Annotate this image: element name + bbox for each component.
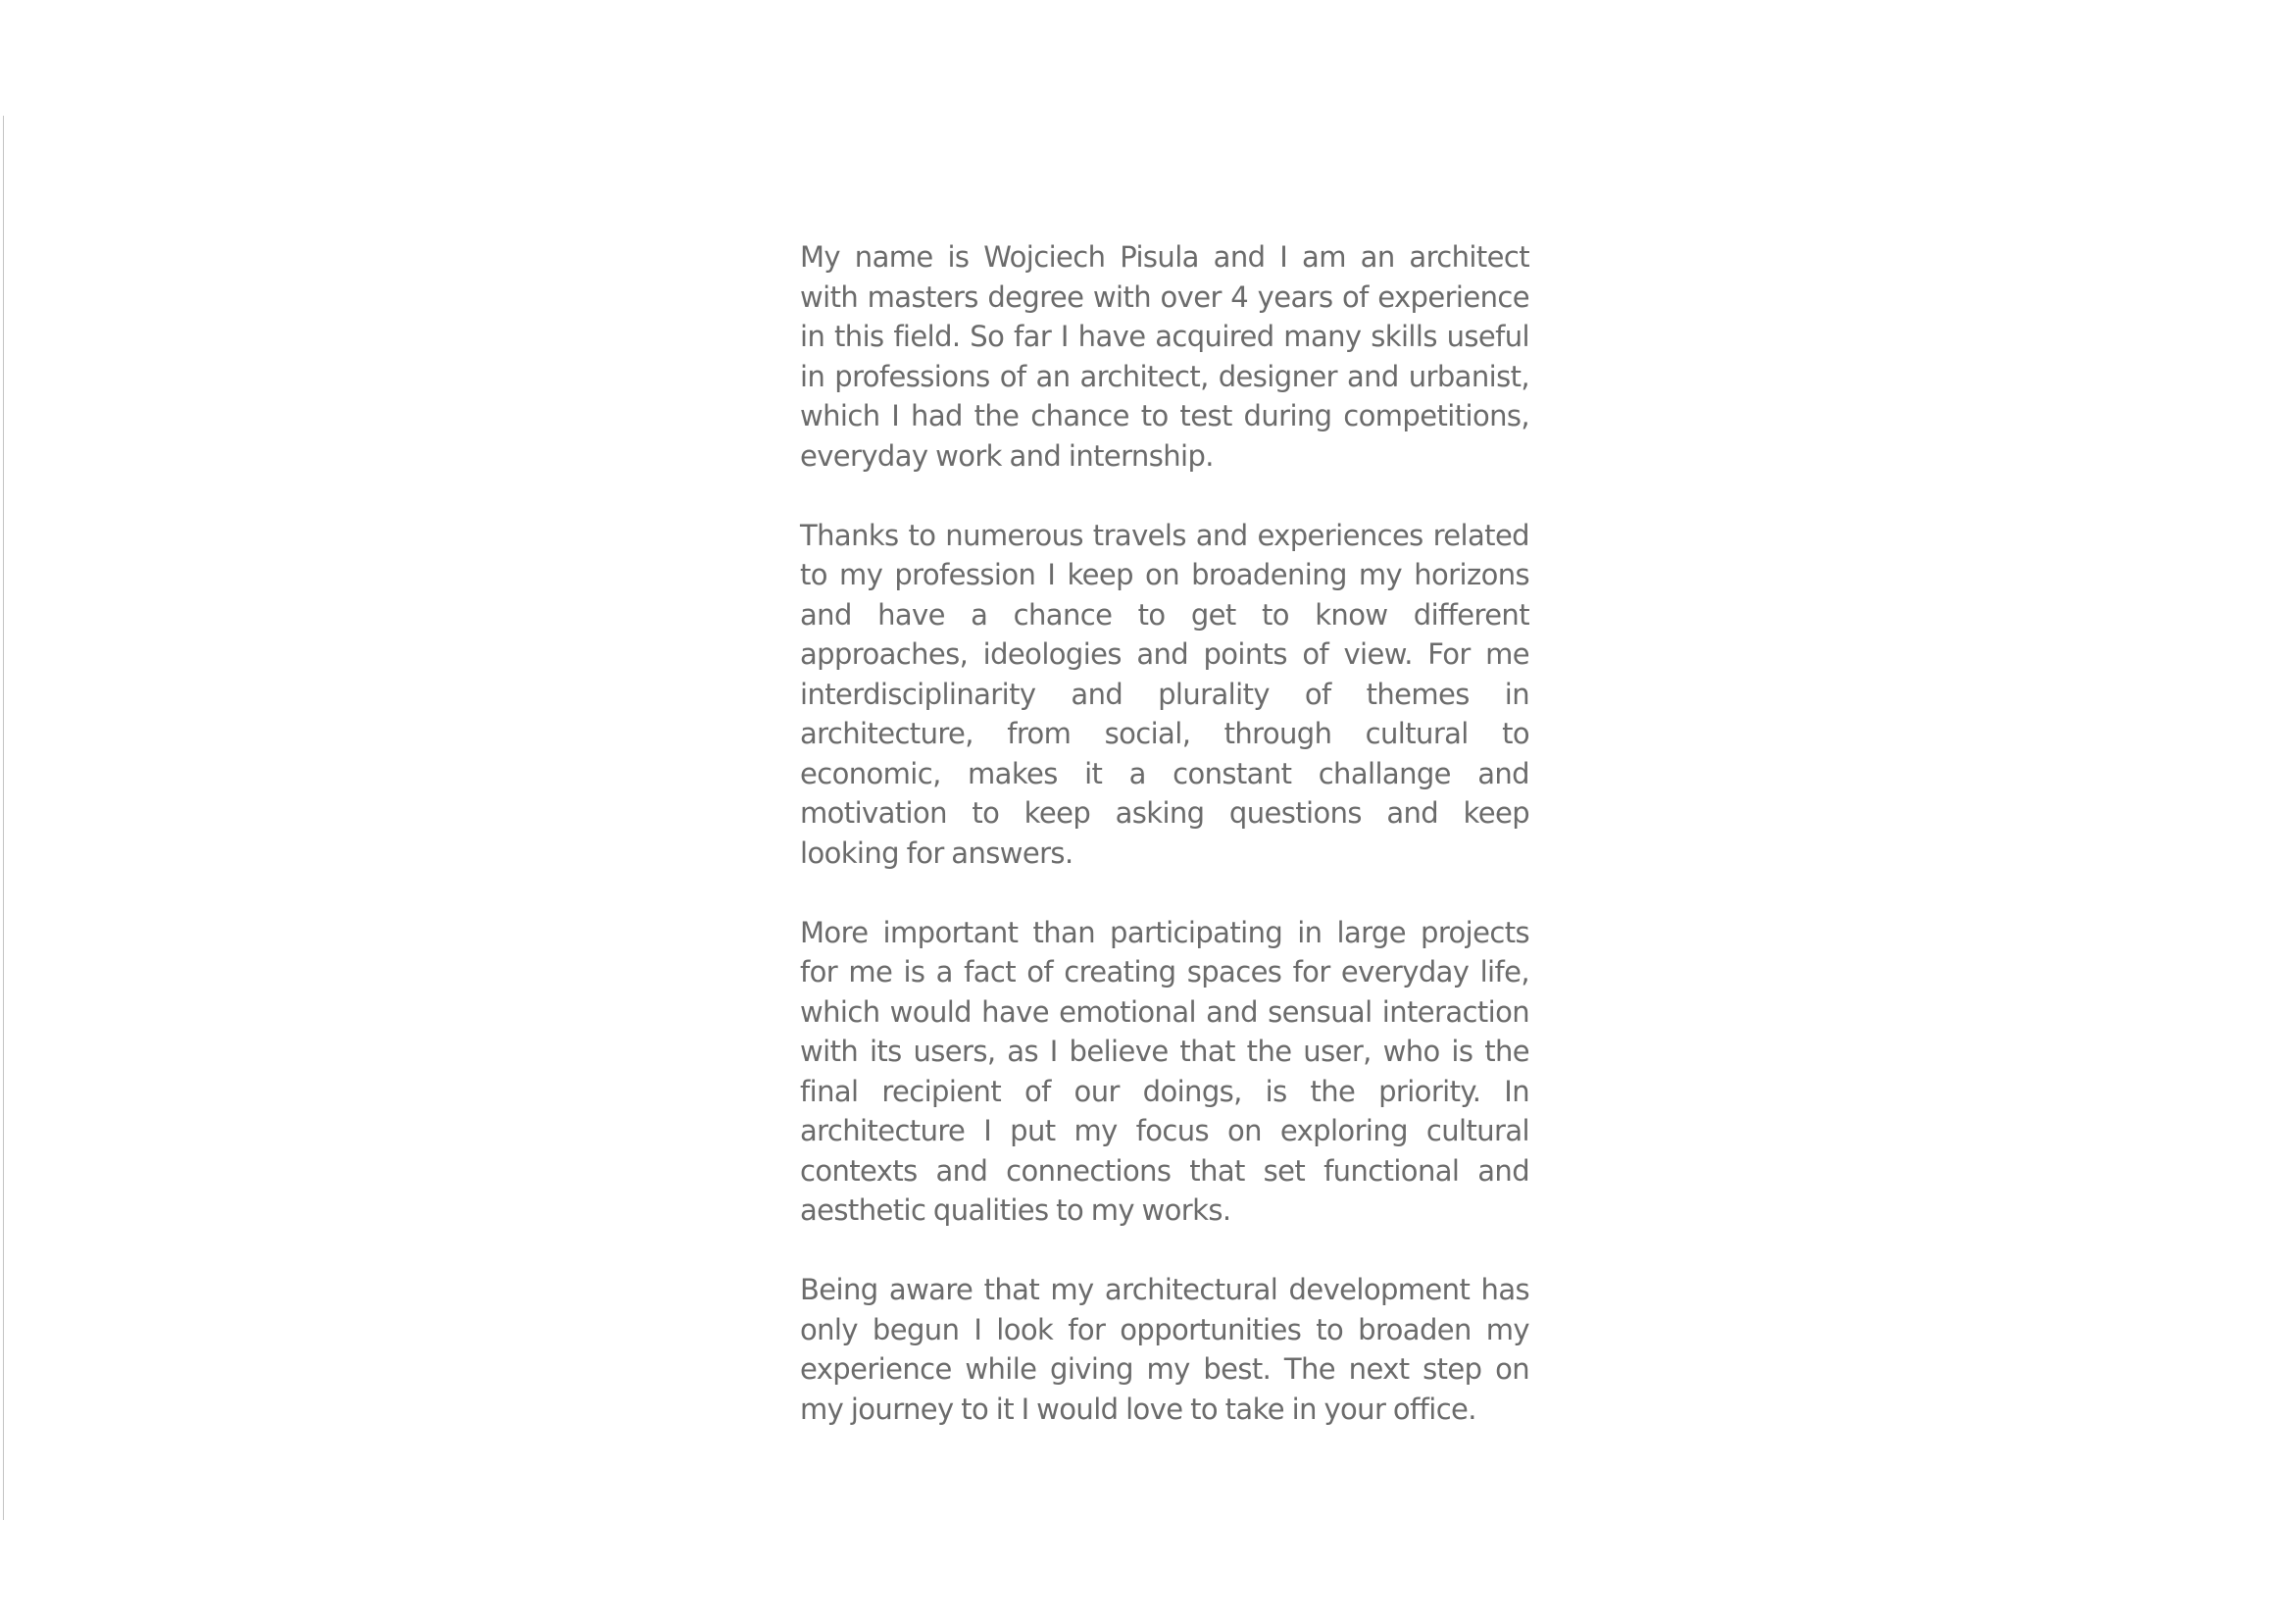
- paragraph-introduction: My name is Wojciech Pisula and I am an architect with masters degree with over 4 years of experience in this field. So far I have acquired many skills useful in professions of an architect, designer and urbanist, which I had the chance to test during competitions, everyday work and internship.: [800, 240, 1529, 473]
- cover-letter-text: [800, 237, 1529, 1429]
- page-edge-line: [3, 116, 4, 1520]
- paragraph-everyday-spaces: More important than participating in large projects for me is a fact of creating spaces for everyday life, which would have emotional and sensual interaction with its users, as I believe that the user, who is the final recipient of our doings, is the priority. In architecture I put my focus on exploring cultural contexts and connections that set functional and aesthetic qualities to my works.: [800, 915, 1529, 1227]
- paragraph-next-step: Being aware that my architectural development has only begun I look for opportunities to broaden my experience while giving my best. The next step on my journey to it I would love to take in your office.: [800, 1273, 1529, 1426]
- paragraph-travels: Thanks to numerous travels and experiences related to my profession I keep on broadening my horizons and have a chance to get to know different approaches, ideologies and points of view. For me interdisciplinarity and plurality of themes in architecture, from social, through cultural to economic, makes it a constant challange and motivation to keep asking questions and keep looking for answers.: [800, 518, 1529, 870]
